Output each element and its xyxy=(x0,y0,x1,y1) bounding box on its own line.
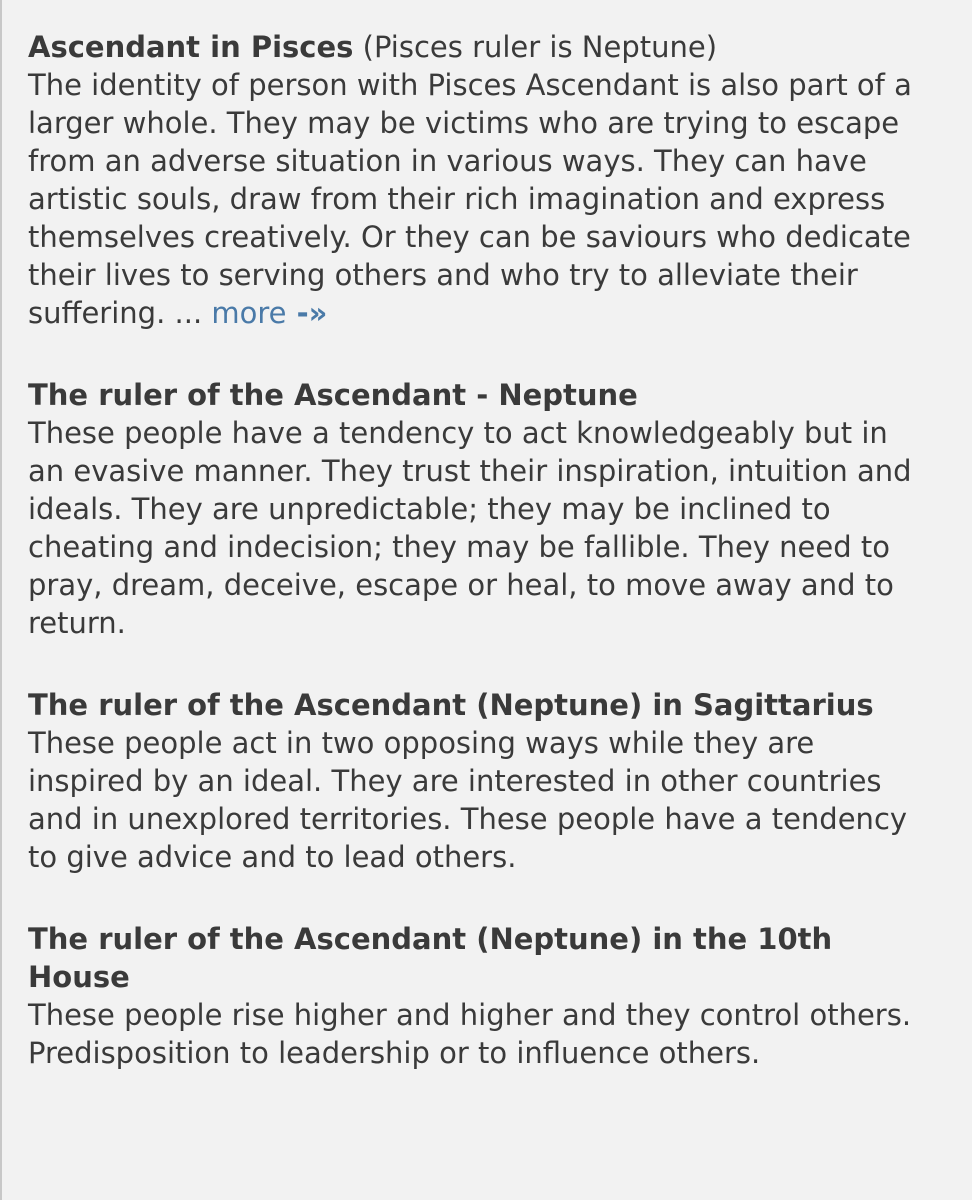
section-heading xyxy=(28,920,932,996)
heading-title: The ruler of the Ascendant (Neptune) in the 10th House xyxy=(28,922,833,994)
heading-title: The ruler of the Ascendant (Neptune) in Sagittarius xyxy=(28,688,874,722)
section-heading xyxy=(28,686,932,724)
section-ruler-neptune xyxy=(28,376,932,642)
section-body xyxy=(28,66,932,332)
section-body: These people act in two opposing ways while they are inspired by an ideal. They are interested in other countries and in unexplored territories. These people have a tendency to give advice and to lead others. xyxy=(28,726,908,874)
section-body: These people have a tendency to act knowledgeably but in an evasive manner. They trust their inspiration, intuition and ideals. They are unpredictable; they may be inclined to cheating and indecision; they may be fallible. They need to pray, dream, deceive, escape or heal, to move away and to return. xyxy=(28,416,912,640)
more-link[interactable]: more xyxy=(211,296,287,330)
section-heading xyxy=(28,376,932,414)
more-arrow-icon[interactable]: -» xyxy=(286,296,328,330)
heading-title: Ascendant in Pisces xyxy=(28,30,354,64)
heading-title: The ruler of the Ascendant - Neptune xyxy=(28,378,638,412)
section-heading xyxy=(28,28,932,66)
section-body: These people rise higher and higher and they control others. Predisposition to leadership or to influence others. xyxy=(28,998,912,1070)
section-ruler-in-sagittarius xyxy=(28,686,932,876)
section-ruler-in-10th-house xyxy=(28,920,932,1072)
body-text: The identity of person with Pisces Ascendant is also part of a larger whole. They may be victims who are trying to escape from an adverse situation in various ways. They can have artistic souls, draw from their rich imagination and express themselves creatively. Or they can be saviours who dedicate their lives to serving others and who try to alleviate their suffering. ... xyxy=(28,68,912,330)
section-ascendant-in-pisces xyxy=(28,28,932,332)
heading-aside: (Pisces ruler is Neptune) xyxy=(353,30,718,64)
